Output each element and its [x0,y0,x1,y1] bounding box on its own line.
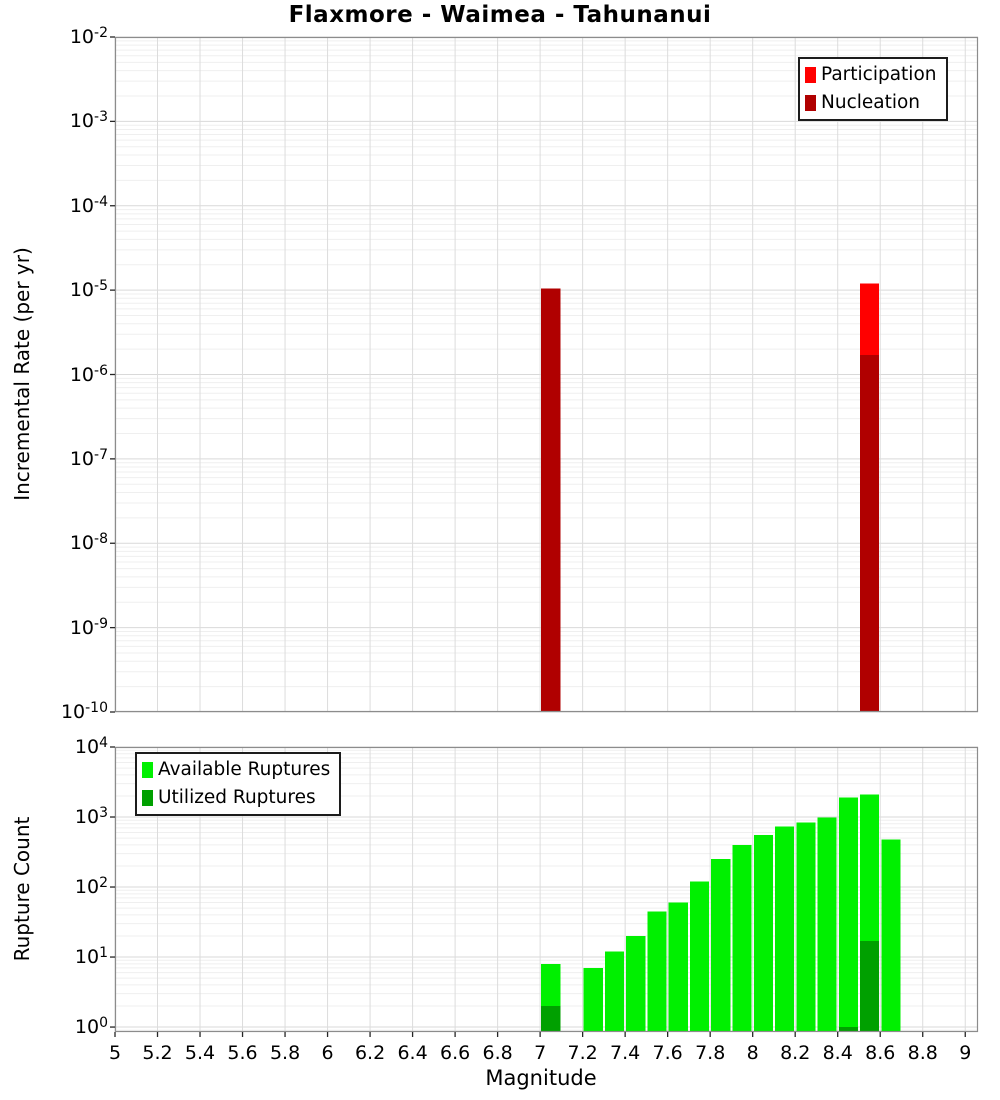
x-tick-label: 7 [534,1042,547,1064]
bar-available-ruptures [732,845,751,1032]
bar-available-ruptures [626,936,645,1032]
x-tick-label: 5.4 [184,1042,216,1064]
available-ruptures-swatch-icon [142,762,153,778]
bar-nucleation [860,355,879,712]
bottom-y-axis-label: Rupture Count [10,816,34,962]
x-tick-label: 6.4 [397,1042,428,1064]
x-tick-label: 8 [746,1042,759,1064]
x-tick-label: 8.6 [865,1042,896,1064]
participation-swatch-icon [805,67,816,83]
y-tick-label: $10^0$ [74,1014,108,1039]
top-chart-canvas [115,37,978,712]
x-tick-label: 5.6 [227,1042,258,1064]
bar-available-ruptures [605,952,624,1033]
bar-available-ruptures [775,827,794,1032]
y-tick-label: $10^{-7}$ [69,446,108,471]
legend-item-utilized-ruptures [142,784,330,811]
y-tick-label: $10^{-4}$ [69,193,108,217]
y-tick-label: $10^1$ [74,944,108,969]
y-tick-label: $10^{-10}$ [60,699,108,724]
bar-available-ruptures [796,822,815,1032]
utilized-ruptures-swatch-icon [142,790,153,806]
y-tick-label: $10^2$ [74,874,108,899]
x-tick-label: 5.8 [269,1042,301,1064]
bar-available-ruptures [690,881,709,1032]
bar-available-ruptures [839,798,858,1033]
x-axis-label: Magnitude [485,1066,597,1090]
y-tick-label: $10^3$ [74,804,108,829]
bar-available-ruptures [647,911,666,1032]
y-tick-label: $10^4$ [74,734,108,759]
x-tick-label: 6.8 [482,1042,513,1064]
nucleation-swatch-icon [805,95,816,111]
x-tick-label: 6.2 [354,1042,386,1064]
bar-nucleation [541,288,560,712]
legend-label-utilized-ruptures: Utilized Ruptures [158,787,316,808]
top-y-axis-label: Incremental Rate (per yr) [10,247,34,501]
x-tick-label: 7.6 [652,1042,683,1064]
x-tick-label: 7.4 [610,1042,641,1064]
y-tick-label: $10^{-3}$ [69,109,108,133]
bar-available-ruptures [818,818,837,1032]
x-tick-label: 7.8 [695,1042,726,1064]
x-tick-label: 8.8 [907,1042,938,1064]
y-tick-label: $10^{-8}$ [69,531,108,555]
y-tick-label: $10^{-6}$ [69,362,108,386]
bottom-chart-legend [135,752,341,816]
legend-label-nucleation: Nucleation [821,92,921,113]
legend-item-participation [805,61,937,88]
y-tick-label: $10^{-5}$ [69,277,108,302]
x-tick-label: 8.4 [822,1042,853,1064]
y-tick-label: $10^{-9}$ [69,615,108,639]
bar-available-ruptures [881,839,900,1032]
bar-available-ruptures [584,968,603,1032]
chart-title: Flaxmore - Waimea - Tahunanui [288,2,712,28]
x-tick-label: 8.2 [780,1042,811,1064]
bar-available-ruptures [669,903,688,1032]
top-chart-legend [798,57,948,121]
x-tick-label: 6.6 [439,1042,471,1064]
x-tick-label: 5 [108,1042,122,1064]
bar-utilized-ruptures [860,941,879,1032]
legend-item-available-ruptures [142,756,330,783]
legend-label-available-ruptures: Available Ruptures [158,759,331,780]
x-tick-label: 9 [959,1042,972,1064]
bar-available-ruptures [711,859,730,1032]
legend-item-nucleation [805,89,937,116]
legend-label-participation: Participation [821,64,937,85]
bar-available-ruptures [754,835,773,1032]
x-tick-label: 7.2 [567,1042,598,1064]
bar-utilized-ruptures [541,1006,560,1032]
x-tick-label: 6 [321,1042,334,1064]
y-tick-label: $10^{-2}$ [69,24,108,49]
x-tick-label: 5.2 [142,1042,173,1064]
